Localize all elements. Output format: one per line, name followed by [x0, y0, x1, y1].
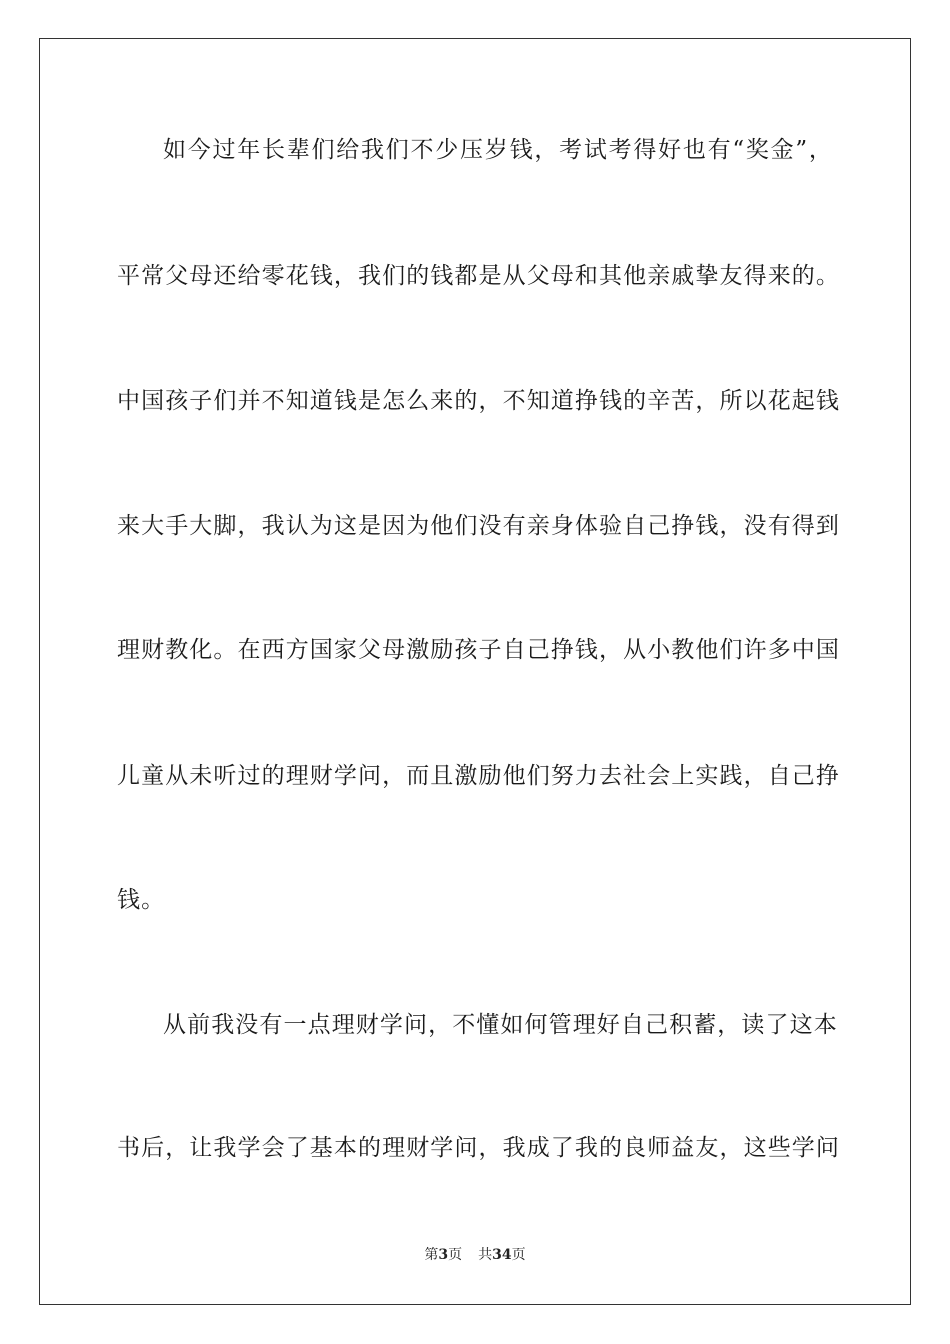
footer-page-current: 3	[438, 1247, 449, 1263]
footer-total-suffix: 页	[511, 1247, 526, 1263]
body-text-line-4: 来大手大脚，我认为这是因为他们没有亲身体验自己挣钱，没有得到	[117, 513, 840, 539]
footer-page-suffix: 页	[448, 1247, 463, 1263]
footer-page-prefix: 第	[424, 1247, 439, 1263]
page-border	[39, 38, 911, 1305]
body-text-line-3: 中国孩子们并不知道钱是怎么来的，不知道挣钱的辛苦，所以花起钱	[117, 388, 840, 414]
footer-total-prefix: 共	[478, 1247, 493, 1263]
body-text-line-9: 书后，让我学会了基本的理财学问，我成了我的良师益友，这些学问	[117, 1135, 840, 1161]
body-text-line-7: 钱。	[117, 887, 166, 913]
body-text-line-5: 理财教化。在西方国家父母激励孩子自己挣钱，从小教他们许多中国	[117, 637, 840, 663]
footer-page-total: 34	[492, 1247, 512, 1263]
body-text-line-8: 从前我没有一点理财学问，不懂如何管理好自己积蓄，读了这本	[163, 1012, 838, 1038]
body-text-line-2: 平常父母还给零花钱，我们的钱都是从父母和其他亲戚挚友得来的。	[117, 263, 840, 289]
body-text-line-6: 儿童从未听过的理财学问，而且激励他们努力去社会上实践，自己挣	[117, 763, 840, 789]
body-text-line-1: 如今过年长辈们给我们不少压岁钱，考试考得好也有“奖金”，	[163, 137, 833, 163]
page-footer	[0, 1246, 950, 1264]
